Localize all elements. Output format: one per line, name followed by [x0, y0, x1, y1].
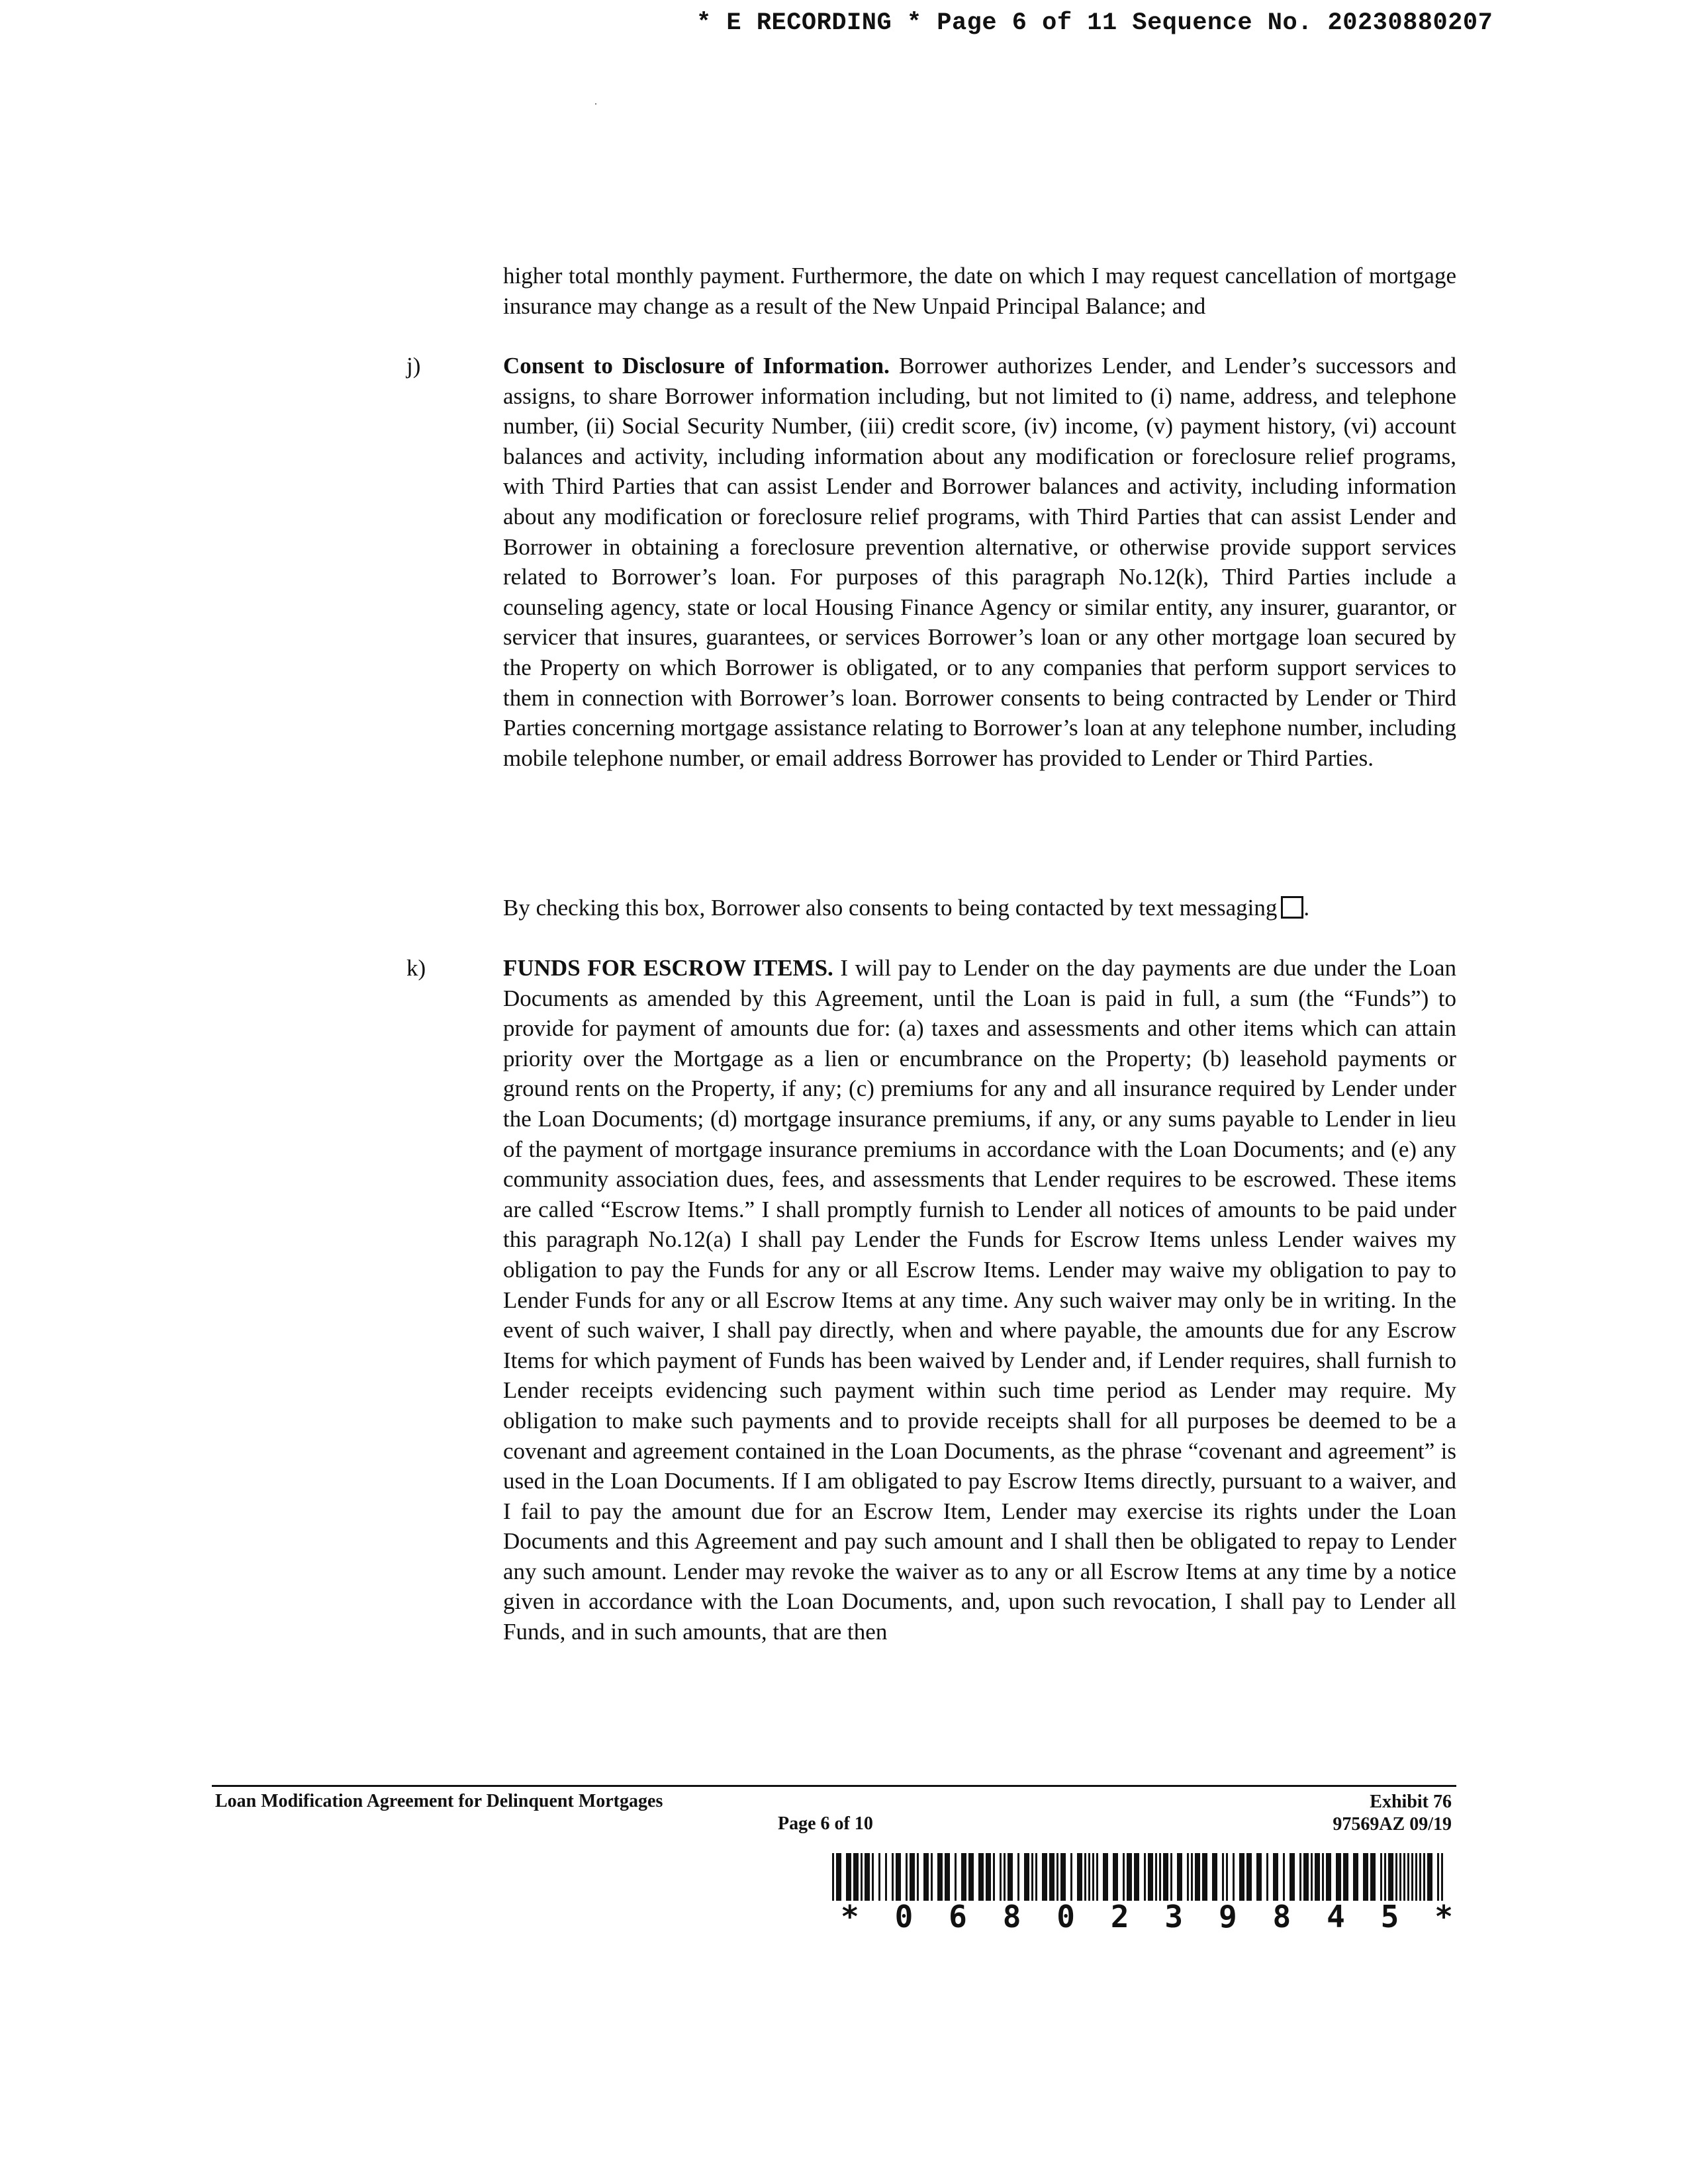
barcode-bar: [1388, 1853, 1393, 1901]
item-k-text: I will pay to Lender on the day payments are due under the Loan Documents as amended by this Agreement, until the Loan is paid in full, a sum (the “Funds”) to provide for payment of amounts due for: (a) taxes and assessments and other items which can attain priority over the Mortgage as a lien or encumbrance on the Property; (b) leasehold payments or ground rents on the Property, if any; (c) premiums for any and all insurance required by Lender under the Loan Documents; (d) mortgage insurance premiums, if any, or any sums payable to Lender in lieu of the payment of mortgage insurance premiums in accordance with the Loan Documents; and (e) any community association dues, fees, and assessments that Lender requires to be escrowed. These items are called “Escrow Items.” I shall promptly furnish to Lender all notices of amounts to be paid under this paragraph No.12(a) I shall pay Lender the Funds for Escrow Items unless Lender waives my obligation to pay the Funds for any or all Escrow Items. Lender may waive my obligation to pay to Lender Funds for any or all Escrow Items at any time. Any such waiver may only be in writing. In the event of such waiver, I shall pay directly, when and where payable, the amounts due for any Escrow Items for which payment of Funds has been waived by Lender and, if Lender requires, shall furnish to Lender receipts evidencing such payment within such time period as Lender may require. My obligation to make such payments and to provide receipts shall for all purposes be deemed to be a covenant and agreement contained in the Loan Documents, as the phrase “covenant and agreement” is used in the Loan Documents. If I am obligated to pay Escrow Items directly, pursuant to a waiver, and I fail to pay the amount due for an Escrow Item, Lender may exercise its rights under the Loan Documents and this Agreement and pay such amount and I shall then be obligated to repay to Lender any such amount. Lender may revoke the waiver as to any or all Escrow Items at any time by a notice given in accordance with the Loan Documents, and, upon such revocation, I shall pay to Lender all Funds, and in such amounts, that are then: [503, 955, 1456, 1645]
barcode-bar: [1266, 1853, 1268, 1901]
item-j-title: Consent to Disclosure of Information.: [503, 353, 890, 379]
barcode-bar: [1283, 1853, 1285, 1901]
barcode-bar: [885, 1853, 887, 1901]
footer-rule: [212, 1785, 1456, 1787]
barcode-bar: [1256, 1853, 1262, 1901]
footer-form-code: 97569AZ 09/19: [1333, 1814, 1452, 1835]
barcode-bar: [1427, 1853, 1432, 1901]
barcode-bar: [910, 1853, 915, 1901]
barcode-bar: [1060, 1853, 1066, 1901]
barcode-bar: [1311, 1853, 1313, 1901]
barcode-bar: [872, 1853, 874, 1901]
barcode-bar: [923, 1853, 929, 1901]
barcode-bar: [1273, 1853, 1278, 1901]
barcode-bar: [1411, 1853, 1413, 1901]
barcode-bar: [1415, 1853, 1417, 1901]
barcode-bar: [1289, 1853, 1295, 1901]
barcode-caption: [841, 1898, 1453, 1935]
barcode-bar: [1000, 1853, 1002, 1901]
text-consent-label: By checking this box, Borrower also consents to being contacted by text messaging: [503, 895, 1278, 921]
barcode-bar: [1384, 1853, 1386, 1901]
barcode-bar: [955, 1853, 957, 1901]
continued-paragraph: higher total monthly payment. Furthermore, the date on which I may request cancellation of mortgage insurance may change as a result of the New Unpaid Principal Balance; and: [503, 263, 1456, 319]
footer-exhibit: Exhibit 76: [1370, 1792, 1452, 1812]
barcode-bar: [1315, 1853, 1320, 1901]
barcode-bar: [836, 1853, 841, 1901]
barcode-bar: [906, 1853, 908, 1901]
barcode-bar: [832, 1853, 834, 1901]
barcode-bar: [1088, 1853, 1090, 1901]
barcode-bar: [1246, 1853, 1252, 1901]
barcode-bar: [878, 1853, 880, 1901]
barcode-bar: [1441, 1853, 1443, 1901]
footer-document-title: Loan Modification Agreement for Delinquent Mortgages: [215, 1791, 663, 1811]
barcode-char: 3: [1164, 1899, 1184, 1934]
barcode-bar: [1084, 1853, 1086, 1901]
barcode-bar: [993, 1853, 995, 1901]
barcode-bar: [1024, 1853, 1029, 1901]
barcode-bar: [1127, 1853, 1132, 1901]
text-messaging-checkbox[interactable]: [1281, 896, 1303, 919]
barcode-bar: [1403, 1853, 1405, 1901]
barcode-bar: [1159, 1853, 1161, 1901]
barcode-bar: [1103, 1853, 1108, 1901]
barcode-bar: [1303, 1853, 1309, 1901]
barcode-bar: [1395, 1853, 1397, 1901]
item-j-paragraph: [503, 351, 1456, 773]
footer-form-info: [1333, 1791, 1452, 1836]
barcode-char: *: [1434, 1899, 1453, 1934]
barcode-bar: [865, 1853, 870, 1901]
barcode-bar: [1233, 1853, 1235, 1901]
barcode-char: 6: [949, 1899, 967, 1934]
barcode-bar: [1370, 1853, 1376, 1901]
barcode-char: 5: [1380, 1899, 1399, 1934]
item-k-label: k): [406, 955, 426, 981]
barcode-char: *: [841, 1899, 859, 1934]
barcode-bar: [986, 1853, 991, 1901]
text-consent-line: [503, 893, 1456, 923]
barcode-bar: [961, 1853, 966, 1901]
item-k-title: FUNDS FOR ESCROW ITEMS.: [503, 955, 833, 981]
barcode-bar: [1343, 1853, 1348, 1901]
barcode-bar: [1191, 1853, 1193, 1901]
barcode-bar: [1035, 1853, 1037, 1901]
barcode-bar: [1380, 1853, 1382, 1901]
barcode-char: 9: [1218, 1899, 1237, 1934]
barcode-bar: [1049, 1853, 1055, 1901]
barcode-bar: [1148, 1853, 1153, 1901]
barcode-char: 8: [1272, 1899, 1291, 1934]
barcode-bar: [1123, 1853, 1125, 1901]
barcode-bar: [1222, 1853, 1224, 1901]
barcode-bar: [1004, 1853, 1006, 1901]
barcode-bar: [1212, 1853, 1217, 1901]
item-j-text: Borrower authorizes Lender, and Lender’s successors and assigns, to share Borrower information including, but not limited to (i) name, address, and telephone number, (ii) Social Security Number, (iii) credit score, (iv) income, (v) payment history, (vi) account balances and activity, including information about any modification or foreclosure relief programs, with Third Parties that can assist Lender and Borrower balances and activity, including information about any modification or foreclosure relief programs, with Third Parties that can assist Lender and Borrower in obtaining a foreclosure prevention alternative, or otherwise provide support services related to Borrower’s loan. For purposes of this paragraph No.12(k), Third Parties include a counseling agency, state or local Housing Finance Agency or similar entity, any insurer, guarantor, or servicer that insures, guarantees, or services Borrower’s loan or any other mortgage loan secured by the Property on which Borrower is obligated, or to any companies that perform support services to them in connection with Borrower’s loan. Borrower consents to being contracted by Lender or Third Parties concerning mortgage assistance relating to Borrower’s loan at any telephone number, including mobile telephone number, or email address Borrower has provided to Lender or Third Parties.: [503, 353, 1457, 771]
barcode-bar: [892, 1853, 894, 1901]
barcode-char: 8: [1002, 1899, 1021, 1934]
barcode-bar: [861, 1853, 863, 1901]
text-consent-period: .: [1303, 895, 1310, 921]
barcode-char: 4: [1327, 1899, 1345, 1934]
barcode-bar: [968, 1853, 974, 1901]
barcode-bar: [978, 1853, 984, 1901]
barcode-bar: [1353, 1853, 1358, 1901]
barcode-bar: [1177, 1853, 1182, 1901]
barcode-bar: [1056, 1853, 1058, 1901]
barcode-bar: [931, 1853, 933, 1901]
barcode-bar: [937, 1853, 943, 1901]
barcode-bar: [1096, 1853, 1098, 1901]
barcode-bar: [1326, 1853, 1331, 1901]
barcode-bar: [1077, 1853, 1082, 1901]
barcode-bar: [1399, 1853, 1401, 1901]
barcode-bar: [1202, 1853, 1207, 1901]
barcode-bar: [1170, 1853, 1172, 1901]
barcode-bar: [1363, 1853, 1368, 1901]
scan-speck: [595, 103, 596, 105]
barcode-bar: [1423, 1853, 1425, 1901]
barcode-bar: [1322, 1853, 1324, 1901]
recording-header: * E RECORDING * Page 6 of 11 Sequence No. 20230880207: [696, 9, 1493, 37]
item-k-paragraph: [503, 953, 1456, 1647]
barcode-char: 0: [894, 1899, 914, 1934]
barcode-bar: [1419, 1853, 1421, 1901]
barcode-bar: [917, 1853, 919, 1901]
footer-page-number: Page 6 of 10: [778, 1813, 873, 1834]
barcode-bar: [1437, 1853, 1439, 1901]
barcode-bar: [1113, 1853, 1118, 1901]
barcode-char: 0: [1056, 1899, 1075, 1934]
barcode-bar: [1070, 1853, 1072, 1901]
barcode-bar: [1187, 1853, 1189, 1901]
barcode-bar: [945, 1853, 950, 1901]
item-j-label: j): [406, 353, 421, 379]
barcode-bar: [1336, 1853, 1341, 1901]
barcode-bar: [1092, 1853, 1094, 1901]
barcode-bar: [1299, 1853, 1301, 1901]
barcode-bar: [1031, 1853, 1033, 1901]
barcode-bar: [1195, 1853, 1200, 1901]
barcode-bar: [1226, 1853, 1228, 1901]
barcode-bar: [1008, 1853, 1013, 1901]
barcode-bar: [1239, 1853, 1244, 1901]
barcode-bar: [1017, 1853, 1019, 1901]
barcode-bar: [896, 1853, 901, 1901]
barcode-bar: [1134, 1853, 1139, 1901]
barcode: [832, 1853, 1453, 1901]
barcode-char: 2: [1110, 1899, 1129, 1934]
barcode-bar: [1407, 1853, 1409, 1901]
barcode-bar: [1163, 1853, 1168, 1901]
barcode-bar: [1155, 1853, 1157, 1901]
barcode-bar: [853, 1853, 859, 1901]
barcode-bar: [1144, 1853, 1146, 1901]
barcode-bar: [846, 1853, 851, 1901]
barcode-bar: [1042, 1853, 1047, 1901]
